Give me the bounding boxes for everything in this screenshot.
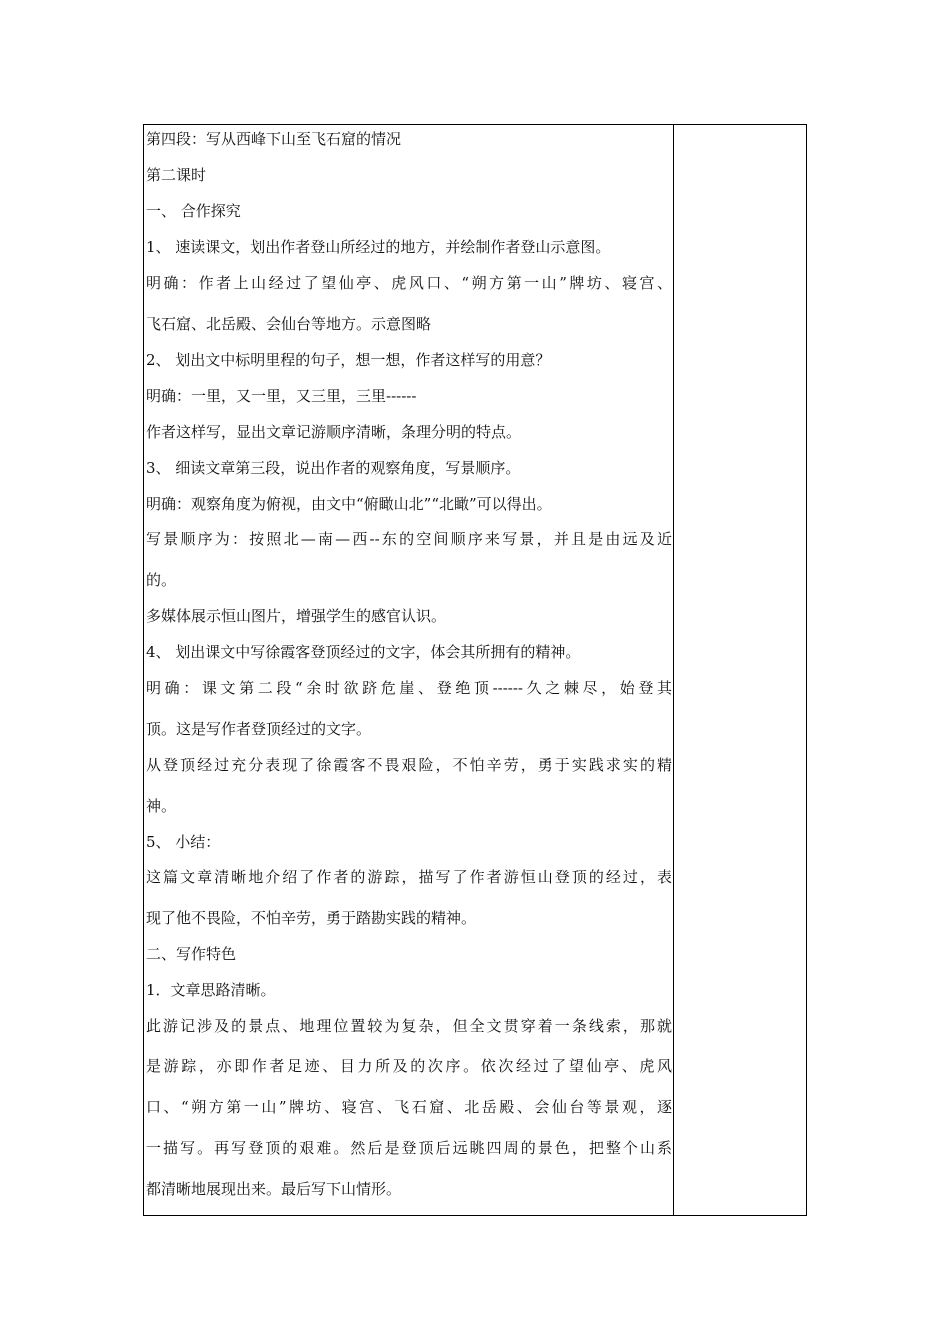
text-line: 口、“朔方第一山”牌坊、寝宫、飞石窟、北岳殿、会仙台等景观，逐 (146, 1098, 672, 1116)
content-table (143, 124, 807, 1216)
text-line: 3、 细读文章第三段，说出作者的观察角度，写景顺序。 (146, 459, 521, 477)
text-line: 是游踪，亦即作者足迹、目力所及的次序。依次经过了望仙亭、虎风 (146, 1057, 672, 1075)
text-line: 一描写。再写登顶的艰难。然后是登顶后远眺四周的景色，把整个山系 (146, 1139, 672, 1157)
text-line: 神。 (146, 797, 177, 815)
text-line: 这篇文章清晰地介绍了作者的游踪，描写了作者游恒山登顶的经过，表 (146, 868, 672, 886)
text-line: 飞石窟、北岳殿、会仙台等地方。示意图略 (146, 315, 432, 333)
text-line: 1、 速读课文，划出作者登山所经过的地方，并绘制作者登山示意图。 (146, 238, 611, 256)
text-line: 明确：课文第二段“余时欲跻危崖、登绝顶------久之棘尽，始登其 (146, 679, 672, 697)
text-line: 此游记涉及的景点、地理位置较为复杂，但全文贯穿着一条线索，那就 (146, 1017, 672, 1035)
text-line: 作者这样写，显出文章记游顺序清晰，条理分明的特点。 (146, 423, 522, 441)
main-content-cell (144, 125, 674, 1215)
text-line: 5、 小结： (146, 833, 221, 851)
text-line: 的。 (146, 571, 177, 589)
text-line: 第二课时 (146, 166, 207, 184)
text-line: 2、 划出文中标明里程的句子，想一想，作者这样写的用意？ (146, 351, 551, 369)
text-line: 写景顺序为：按照北—南—西--东的空间顺序来写景，并且是由远及近 (146, 530, 672, 548)
text-line: 4、 划出课文中写徐霞客登顶经过的文字，体会其所拥有的精神。 (146, 643, 581, 661)
text-line: 二、写作特色 (146, 945, 237, 963)
text-line: 明确：观察角度为俯视，由文中“俯瞰山北”“北瞰”可以得出。 (146, 495, 552, 513)
text-line: 明确：一里，又一里，又三里，三里------ (146, 387, 417, 405)
text-line: 第四段：写从西峰下山至飞石窟的情况 (146, 130, 402, 148)
text-line: 现了他不畏险，不怕辛劳，勇于踏勘实践的精神。 (146, 909, 477, 927)
text-line: 顶。这是写作者登顶经过的文字。 (146, 720, 372, 738)
text-line: 一、 合作探究 (146, 202, 241, 220)
text-line: 明确：作者上山经过了望仙亭、虎风口、“朔方第一山”牌坊、寝宫、 (146, 274, 672, 292)
text-line: 1．文章思路清晰。 (146, 981, 276, 999)
text-line: 多媒体展示恒山图片，增强学生的感官认识。 (146, 607, 447, 625)
text-line: 都清晰地展现出来。最后写下山情形。 (146, 1180, 402, 1198)
text-line: 从登顶经过充分表现了徐霞客不畏艰险，不怕辛劳，勇于实践求实的精 (146, 756, 672, 774)
side-notes-cell (674, 125, 806, 1215)
